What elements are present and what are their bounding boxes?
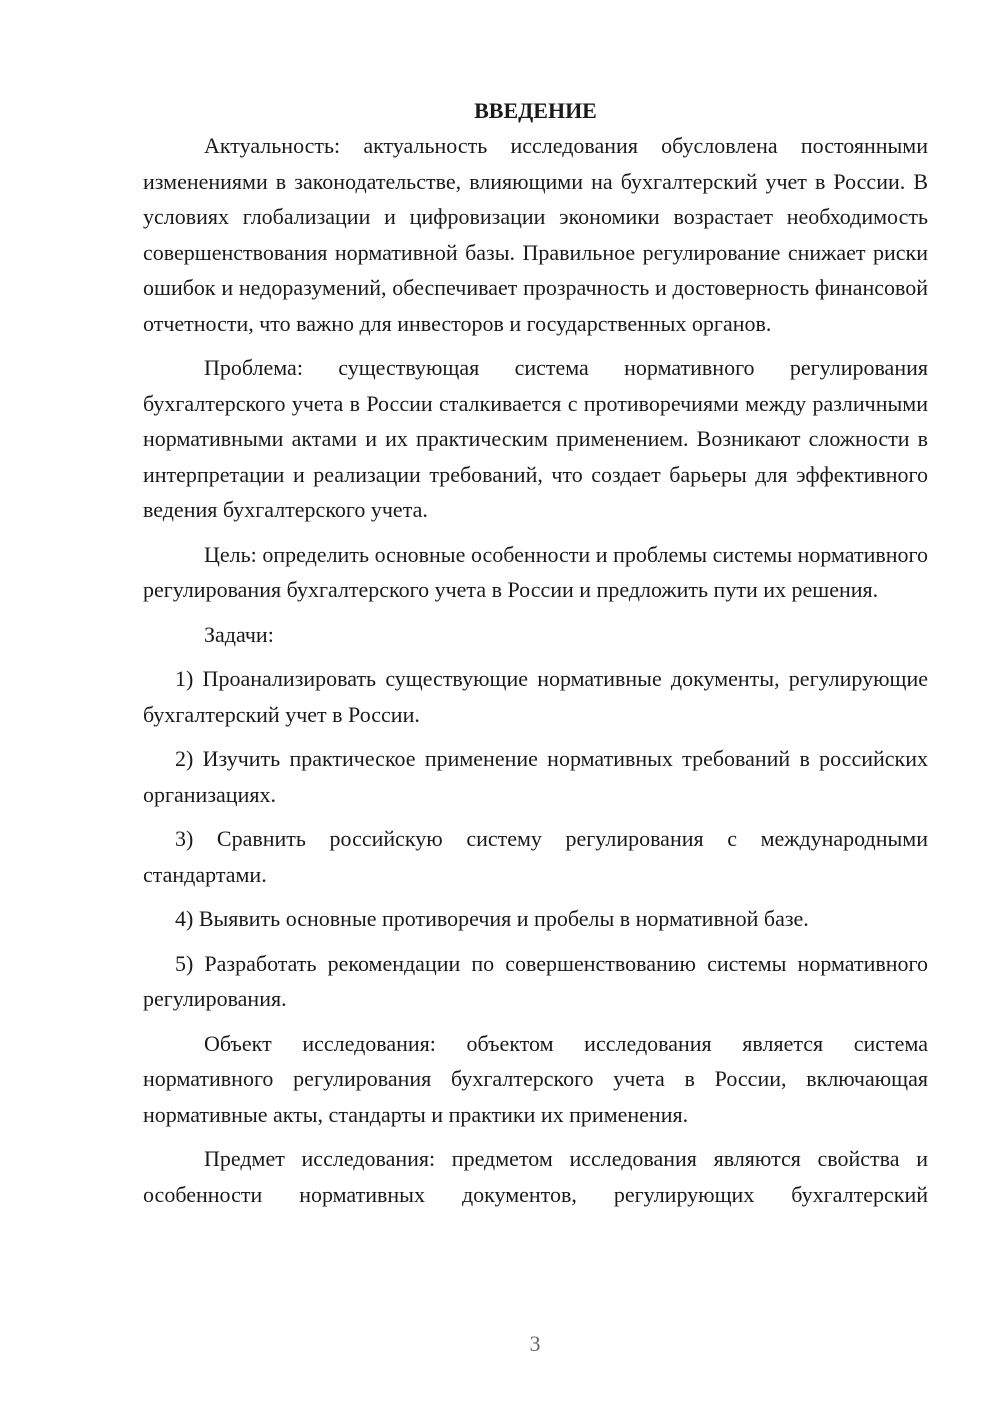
paragraph-problem: Проблема: существующая система нормативного регулирования бухгалтерского учета в России сталкивается с противоречиями между различными нормативными актами и их практическим применением. Возникают сложности в интерпретации и реализации требований, что создает барьеры для эффективного ведения бухгалтерского учета. [143,355,928,522]
task-item-1: 1) Проанализировать существующие нормативные документы, регулирующие бухгалтерский учет в России. [143,666,928,727]
task-item-3: 3) Сравнить российскую систему регулирования с международными стандартами. [143,826,928,887]
paragraph-relevance: Актуальность: актуальность исследования обусловлена постоянными изменениями в законодательстве, влияющими на бухгалтерский учет в России. В условиях глобализации и цифровизации экономики возрастает необходимость совершенствования нормативной базы. Правильное регулирование снижает риски ошибок и недоразумений, обеспечивает прозрачность и достоверность финансовой отчетности, что важно для инвесторов и государственных органов. [143,133,928,336]
paragraph-goal: Цель: определить основные особенности и проблемы системы нормативного регулирования бухгалтерского учета в России и предложить пути их решения. [143,541,928,602]
page-number: 3 [529,1331,541,1356]
task-item-2: 2) Изучить практическое применение нормативных требований в российских организациях. [143,746,928,807]
paragraph-object: Объект исследования: объектом исследования является система нормативного регулирования бухгалтерского учета в России, включающая нормативные акты, стандарты и практики их применения. [143,1030,928,1127]
task-item-4: 4) Выявить основные противоречия и пробелы в нормативной базе. [175,906,809,931]
paragraph-subject: Предмет исследования: предметом исследования являются свойства и особенности нормативных документов, регулирующих бухгалтерский [143,1146,928,1207]
section-heading: ВВЕДЕНИЕ [474,98,597,123]
tasks-label: Задачи: [204,621,274,647]
task-item-5: 5) Разработать рекомендации по совершенствованию системы нормативного регулирования. [143,950,928,1011]
document-page [143,93,928,1221]
